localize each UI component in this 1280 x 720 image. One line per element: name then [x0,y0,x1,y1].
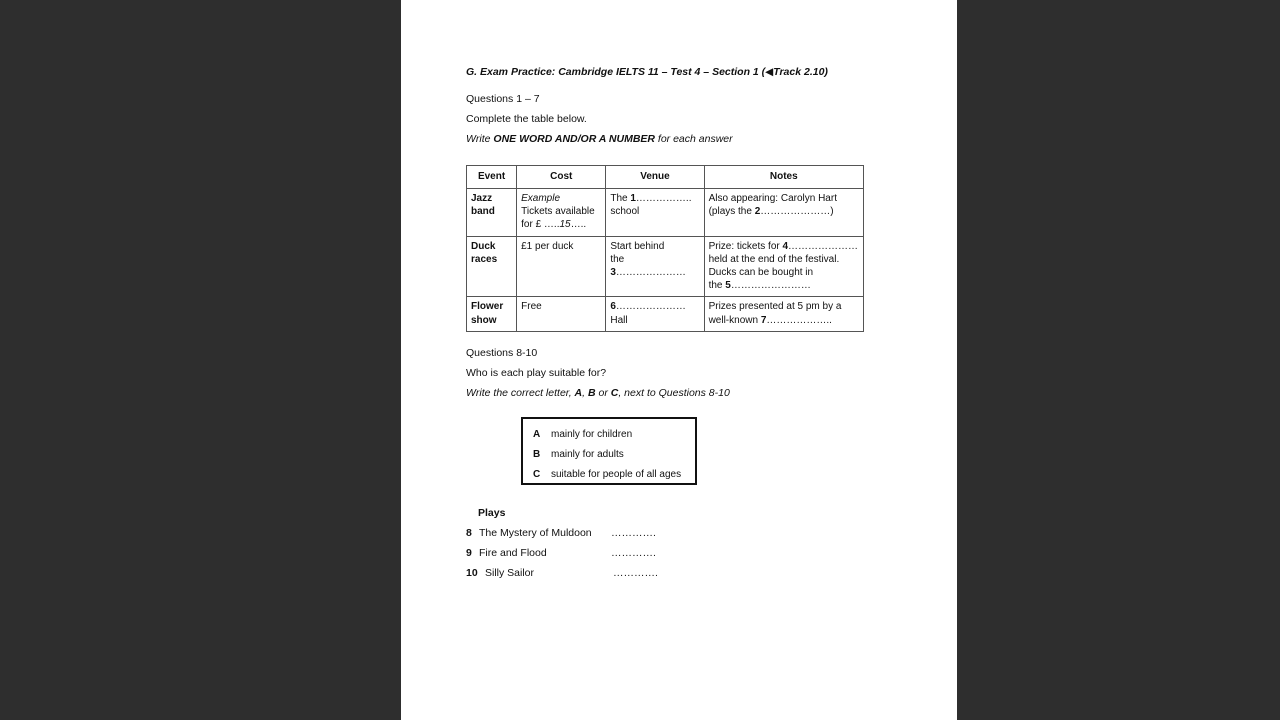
page-heading: G. Exam Practice: Cambridge IELTS 11 – Test 4 – Section 1 (◀Track 2.10) [466,66,828,78]
cell-notes: Also appearing: Carolyn Hart (plays the 2…………………) [704,189,863,237]
answer-blank: ……………….. [766,314,832,326]
options-box [521,417,697,485]
header-event: Event [467,166,517,189]
table-row [467,297,864,331]
header-cost: Cost [517,166,606,189]
question-number: 5 [725,280,731,292]
table-row [467,189,864,237]
question-number: 7 [760,314,767,326]
play-question: Who is each play suitable for? [466,367,607,379]
answer-blank: ………………… Hall [610,301,686,326]
cell-cost: Example Tickets available for £ …..15….. [517,189,606,237]
answer-blank: ………………… [788,240,859,252]
play-item: 8 The Mystery of Muldoon …………. [466,527,656,539]
cell-event: Duck races [467,236,517,297]
question-number: 1 [630,193,636,204]
document-page [401,0,957,720]
cell-notes: Prize: tickets for 4………………… held at the end of the festival. Ducks can be bought in the 5…………………… [704,236,863,297]
cell-event: Jazz band [467,189,517,237]
word-limit-instruction: Write ONE WORD AND/OR A NUMBER for each answer [466,133,733,145]
answer-blank: …………. [611,527,656,539]
cell-venue: Start behind the 3………………… [606,236,704,297]
option-c: C suitable for people of all ages [533,469,682,480]
events-table [466,165,864,332]
track-label: ◀Track 2.10) [765,66,828,78]
cell-venue [606,297,704,331]
answer-blank: …………. [611,547,656,559]
question-number: 6 [610,301,616,313]
question-number: 4 [782,240,789,252]
table-header-row [467,166,864,189]
header-venue: Venue [606,166,704,189]
question-number: 3 [610,266,616,278]
play-item: 9 Fire and Flood …………. [466,547,656,559]
option-b: B mainly for adults [533,449,624,460]
table-instruction: Complete the table below. [466,113,587,125]
questions-1-7-label: Questions 1 – 7 [466,93,540,105]
letter-instruction: Write the correct letter, A, B or C, next to Questions 8-10 [466,387,730,399]
option-a: A mainly for children [533,429,633,440]
cell-cost: Free [517,297,606,331]
plays-title: Plays [478,507,506,519]
table-row [467,236,864,297]
answer-blank: …………………… [730,280,811,292]
answer-blank: …………………) [760,206,834,218]
cell-event: Flower show [467,297,517,331]
answer-blank: …………….. [635,193,692,204]
question-number: 2 [754,206,761,218]
answer-blank: …………. [613,567,658,579]
cell-notes: Prizes presented at 5 pm by a well-known 7……………….. [704,297,863,331]
answer-blank: ………………… [615,266,686,278]
cell-venue: The 1…………….. school [606,189,704,237]
questions-8-10-label: Questions 8-10 [466,347,538,359]
play-item: 10 Silly Sailor …………. [466,567,658,579]
header-notes: Notes [704,166,863,189]
cell-cost: £1 per duck [517,236,606,297]
